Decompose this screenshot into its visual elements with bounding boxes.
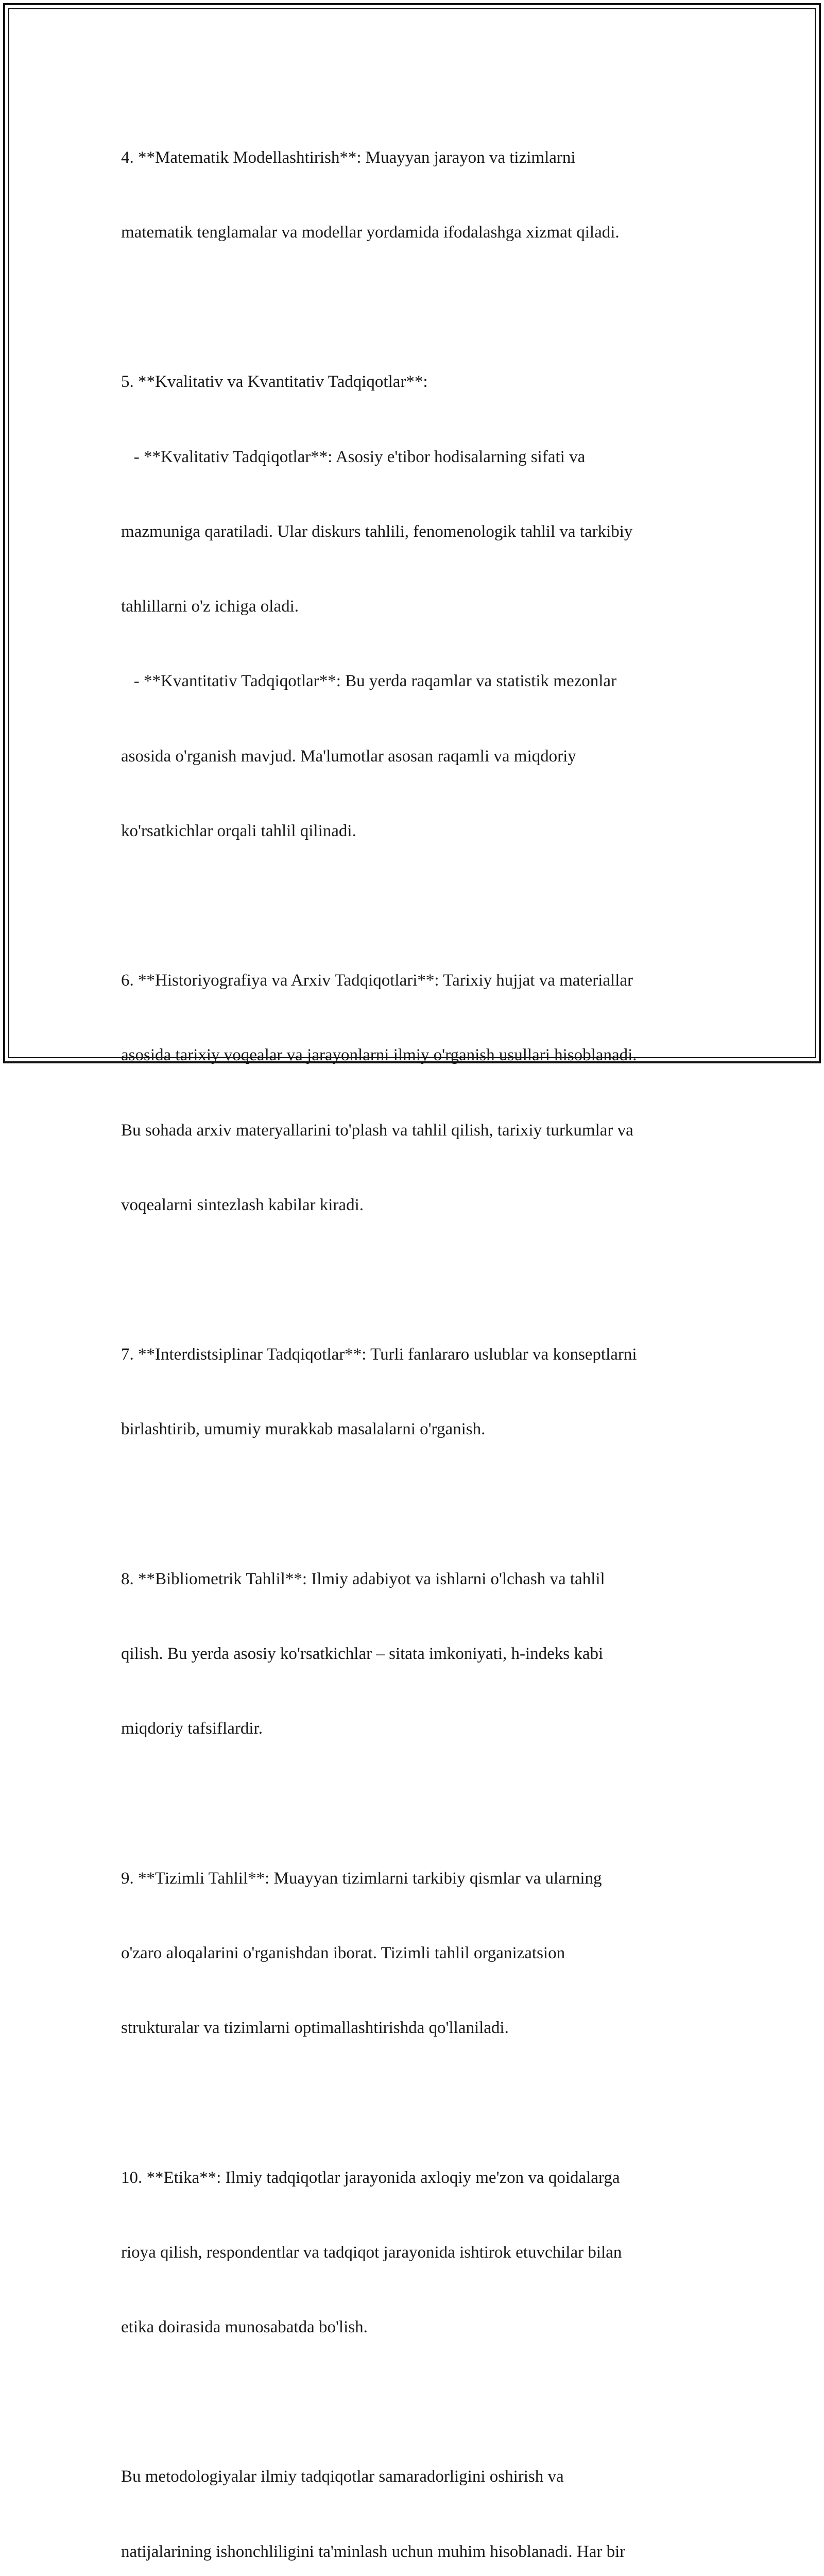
paragraph-matematik-modellashtirish (121, 95, 708, 295)
text-line: Bu metodologiyalar ilmiy tadqiqotlar samaradorligini oshirish va (121, 2467, 564, 2486)
text-line: natijalarining ishonchliligini ta'minlash uchun muhim hisoblanadi. Har bir (121, 2542, 626, 2561)
text-line: 8. **Bibliometrik Tahlil**: Ilmiy adabiyot va ishlarni o'lchash va tahlil (121, 1569, 605, 1588)
text-line: etika doirasida munosabatda bo'lish. (121, 2318, 368, 2337)
text-line: Bu sohada arxiv materyallarini to'plash va tahlil qilish, tarixiy turkumlar va (121, 1121, 633, 1140)
text-line: birlashtirib, umumiy murakkab masalalarni o'rganish. (121, 1420, 486, 1439)
text-line: 7. **Interdistsiplinar Tadqiqotlar**: Turli fanlararo uslublar va konseptlarni (121, 1345, 637, 1364)
text-line: 5. **Kvalitativ va Kvantitativ Tadqiqotlar**: (121, 372, 428, 392)
text-line: strukturalar va tizimlarni optimallashtirishda qo'llaniladi. (121, 2019, 509, 2038)
text-line: 4. **Matematik Modellashtirish**: Muayyan jarayon va tizimlarni (121, 148, 576, 167)
paragraph-bibliometrik (121, 1517, 708, 1791)
text-line: miqdoriy tafsiflardir. (121, 1719, 263, 1738)
paragraph-kvalitativ-kvantitativ (121, 320, 708, 893)
paragraph-conclusion (121, 2415, 708, 2576)
text-line: 6. **Historiyografiya va Arxiv Tadqiqotlari**: Tarixiy hujjat va materiallar (121, 971, 633, 990)
text-line: o'zaro aloqalarini o'rganishdan iborat. Tizimli tahlil organizatsion (121, 1943, 565, 1962)
paragraph-tizimli-tahlil (121, 1816, 708, 2090)
text-line: 10. **Etika**: Ilmiy tadqiqotlar jarayonida axloqiy me'zon va qoidalarga (121, 2168, 620, 2187)
text-line: voqealarni sintezlash kabilar kiradi. (121, 1195, 364, 1214)
paragraph-historiyografiya (121, 918, 708, 1267)
text-line: - **Kvalitativ Tadqiqotlar**: Asosiy e'tibor hodisalarning sifati va (121, 447, 586, 466)
text-line: tahlillarni o'z ichiga oladi. (121, 597, 299, 616)
text-line: ko'rsatkichlar orqali tahlil qilinadi. (121, 821, 356, 840)
paragraph-etika (121, 2115, 708, 2389)
text-line: 9. **Tizimli Tahlil**: Muayyan tizimlarni tarkibiy qismlar va ularning (121, 1869, 602, 1888)
text-line: - **Kvantitativ Tadqiqotlar**: Bu yerda raqamlar va statistik mezonlar (121, 672, 617, 691)
text-line: asosida tarixiy voqealar va jarayonlarni ilmiy o'rganish usullari hisoblanadi. (121, 1046, 637, 1065)
text-line: qilish. Bu yerda asosiy ko'rsatkichlar – sitata imkoniyati, h-indeks kabi (121, 1645, 604, 1664)
text-line: asosida o'rganish mavjud. Ma'lumotlar asosan raqamli va miqdoriy (121, 747, 576, 766)
text-line: matematik tenglamalar va modellar yordamida ifodalashga xizmat qiladi. (121, 223, 620, 242)
text-line: rioya qilish, respondentlar va tadqiqot jarayonida ishtirok etuvchilar bilan (121, 2243, 622, 2262)
paragraph-interdistsiplinar (121, 1292, 708, 1492)
text-line: mazmuniga qaratiladi. Ular diskurs tahlili, fenomenologik tahlil va tarkibiy (121, 522, 633, 541)
document-body (121, 95, 708, 2576)
